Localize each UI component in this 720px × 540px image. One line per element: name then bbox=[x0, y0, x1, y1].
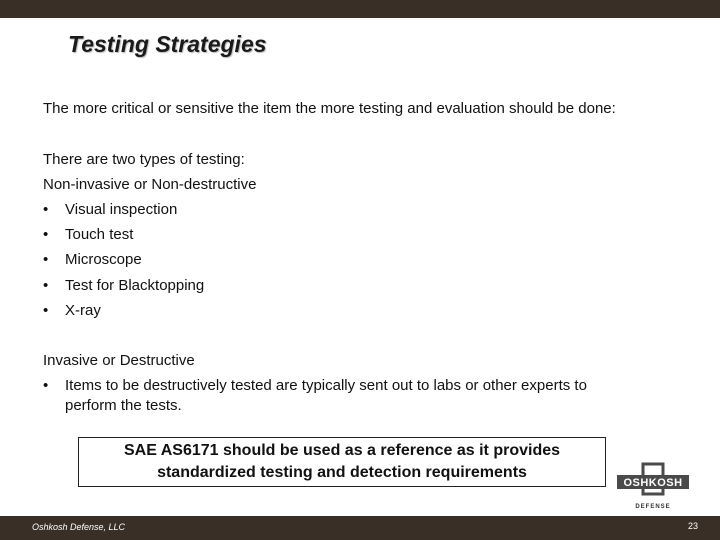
list-item-text: Test for Blacktopping bbox=[65, 277, 205, 294]
bullet-icon: • bbox=[43, 201, 49, 218]
bullet-icon: • bbox=[43, 302, 49, 319]
top-bar bbox=[0, 0, 720, 18]
oshkosh-logo-icon bbox=[617, 462, 689, 512]
logo-wordmark: OSHKOSH bbox=[623, 477, 683, 489]
list-item-text: Visual inspection bbox=[65, 201, 178, 218]
logo-subtext: DEFENSE bbox=[635, 504, 671, 510]
section-heading-destructive: Invasive or Destructive bbox=[43, 352, 195, 369]
footer-company: Oshkosh Defense, LLC bbox=[32, 522, 126, 532]
callout-text: SAE AS6171 should be used as a reference as it provides standardized testing and detection requirements bbox=[123, 442, 561, 481]
list-item-text: Touch test bbox=[65, 226, 134, 243]
bullet-icon: • bbox=[43, 377, 49, 394]
bullet-icon: • bbox=[43, 251, 49, 268]
callout-box bbox=[78, 437, 606, 487]
intro-text: The more critical or sensitive the item the more testing and evaluation should be done: bbox=[43, 100, 616, 117]
bullet-icon: • bbox=[43, 277, 49, 294]
list-item-text: Items to be destructively tested are typically sent out to labs or other experts to perform the tests. bbox=[65, 377, 587, 414]
page-number: 23 bbox=[687, 521, 698, 531]
list-item-text: X-ray bbox=[65, 302, 101, 319]
types-intro-text: There are two types of testing: bbox=[43, 151, 245, 168]
slide-title: Testing Strategies bbox=[68, 31, 267, 57]
list-item-text: Microscope bbox=[65, 251, 142, 268]
bullet-icon: • bbox=[43, 226, 49, 243]
section-heading-non-invasive: Non-invasive or Non-destructive bbox=[43, 176, 257, 193]
